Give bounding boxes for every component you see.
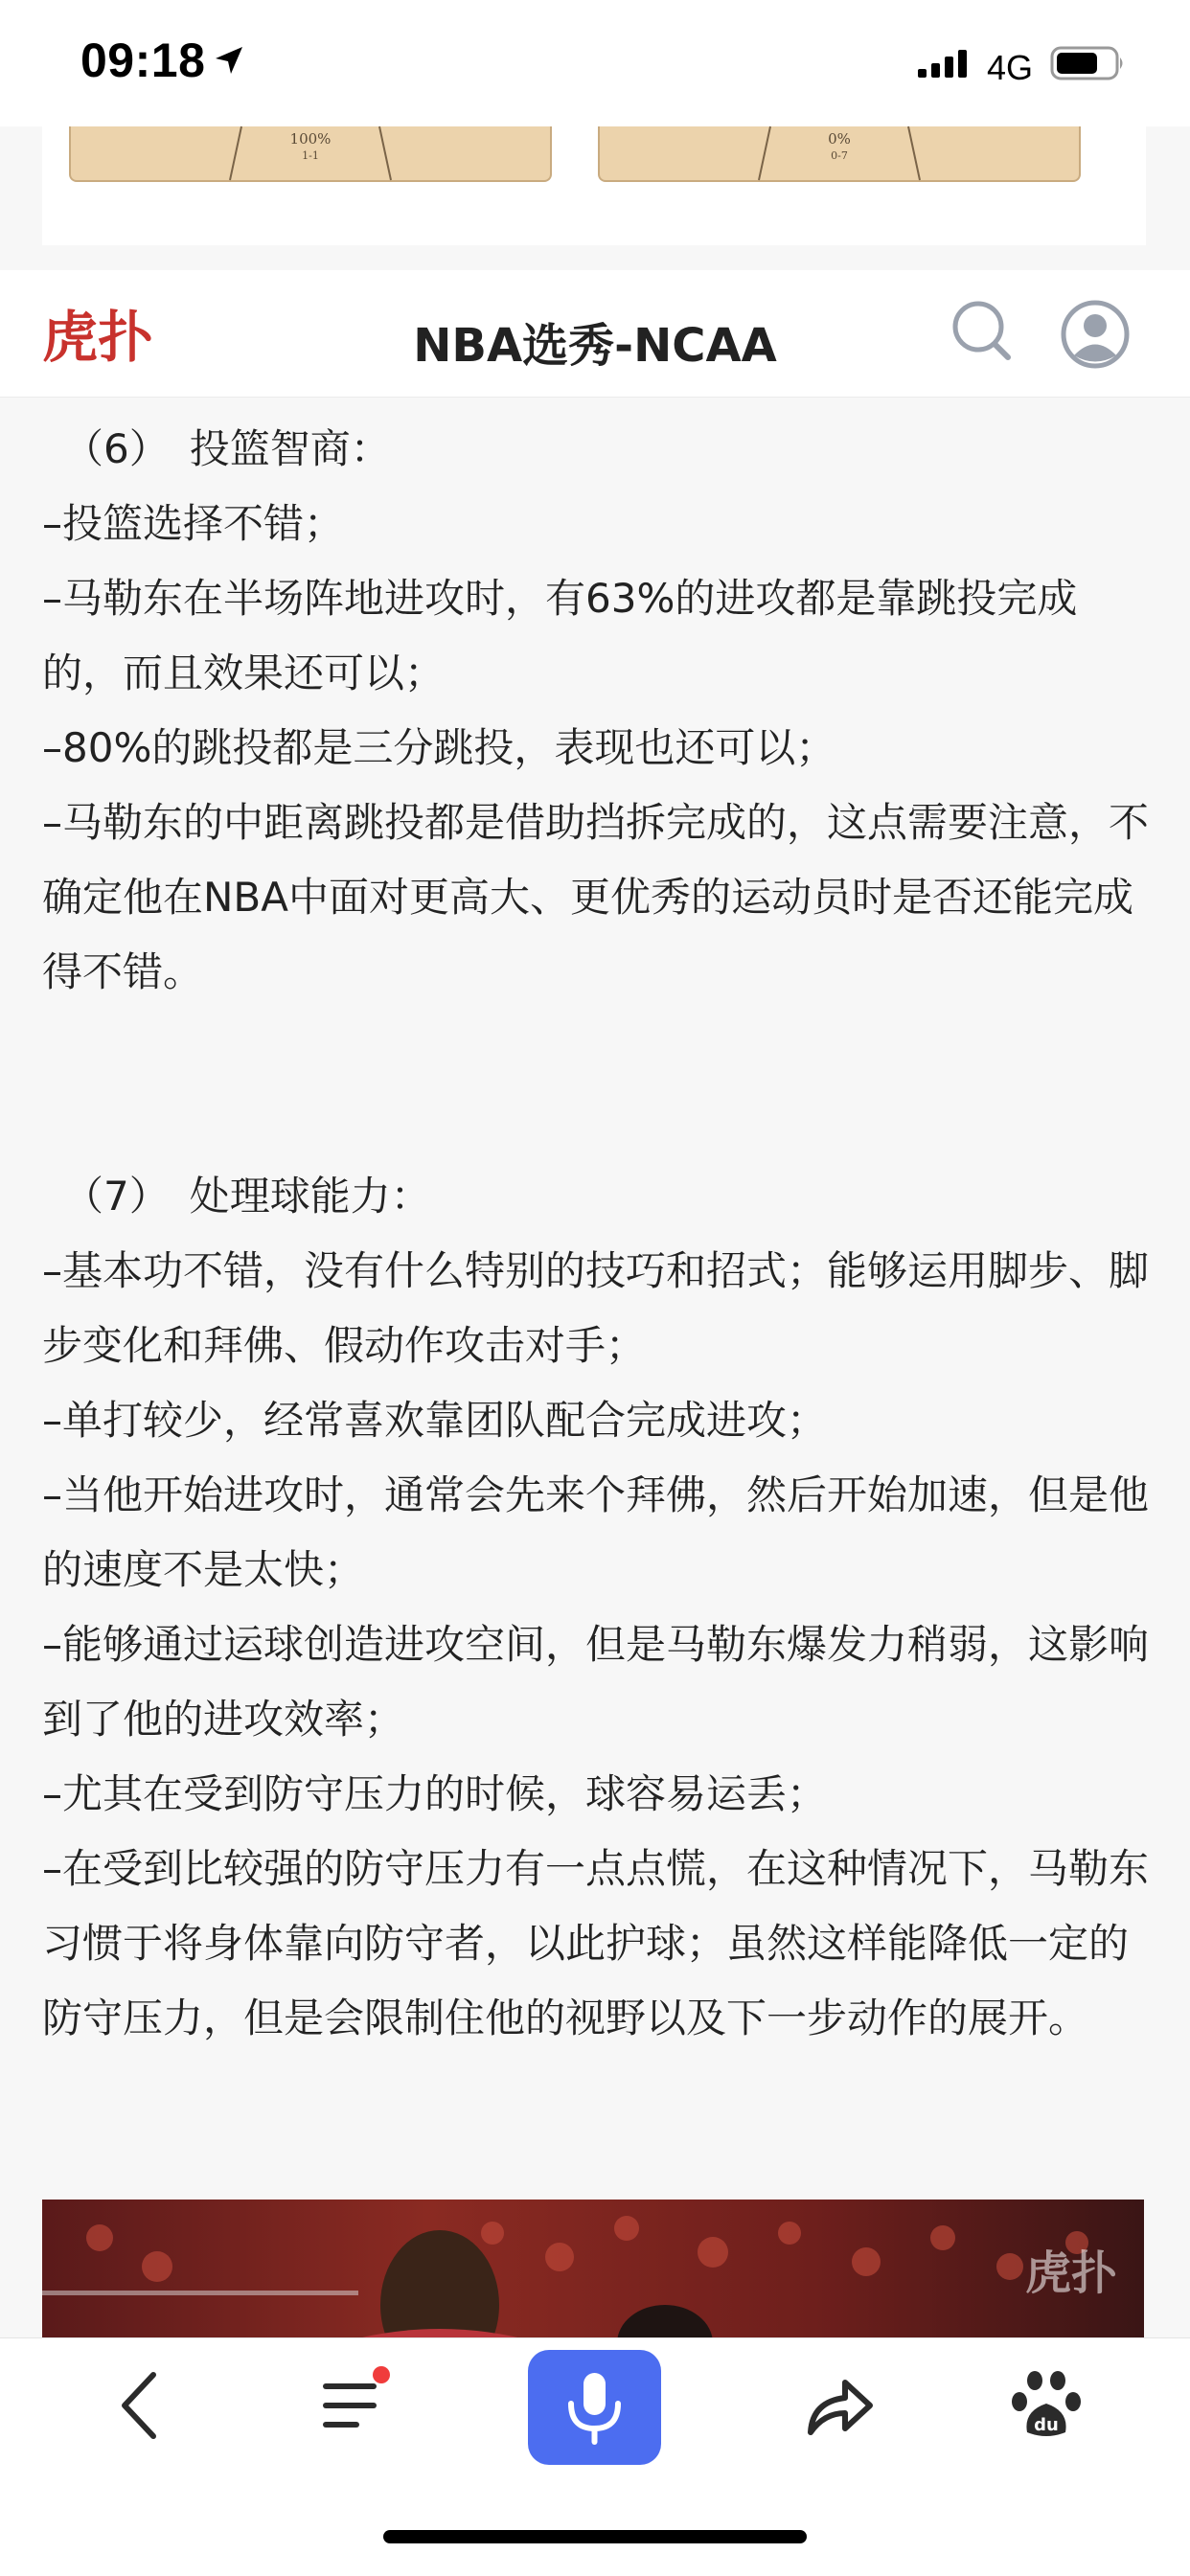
location-arrow-icon [213, 44, 245, 77]
court-shot-chart-left [69, 126, 552, 182]
section-heading: （7） 处理球能力： [63, 1173, 431, 1220]
svg-text:du: du [1034, 2415, 1059, 2435]
menu-icon [305, 2358, 400, 2453]
microphone-icon [528, 2350, 661, 2465]
paragraph: –单打较少，经常喜欢靠团队配合完成进攻； [42, 1397, 828, 1444]
paragraph: –80%的跳投都是三分跳投，表现也还可以； [42, 724, 836, 771]
shot-chart-card [42, 126, 1146, 245]
search-icon[interactable] [949, 297, 1018, 366]
signal-icon [918, 48, 972, 82]
photo-image [42, 2200, 1144, 2343]
logo-text: 虎扑 [42, 305, 154, 370]
paragraph: –基本功不错，没有什么特别的技巧和招式；能够运用脚步、脚步变化和拜佛、假动作攻击对手； [42, 1247, 1150, 1369]
court-percent: 0% [828, 130, 851, 148]
menu-button[interactable] [305, 2358, 400, 2453]
paragraph: –马勒东的中距离跳投都是借助挡拆完成的，这点需要注意，不确定他在NBA中面对更高大、更优秀的运动员时是否还能完成得不错。 [42, 799, 1150, 995]
baidu-button[interactable] [998, 2358, 1094, 2453]
article-body [42, 412, 1154, 2056]
paragraph: –能够通过运球创造进攻空间，但是马勒东爆发力稍弱，这影响到了他的进攻效率； [42, 1621, 1150, 1743]
baidu-paw-icon [998, 2358, 1094, 2453]
back-button[interactable] [94, 2358, 190, 2453]
paragraph: –当他开始进攻时，通常会先来个拜佛，然后开始加速，但是他的速度不是太快； [42, 1471, 1150, 1593]
paragraph: –在受到比较强的防守压力有一点点慌，在这种情况下，马勒东习惯于将身体靠向防守者，以此护球；虽然这样能降低一定的防守压力，但是会限制住他的视野以及下一步动作的展开。 [42, 1845, 1150, 2041]
article-photo[interactable] [42, 2200, 1144, 2343]
paragraph: –马勒东在半场阵地进攻时，有63%的进攻都是靠跳投完成的，而且效果还可以； [42, 575, 1078, 696]
back-icon [94, 2358, 190, 2453]
court-ratio: 1-1 [302, 149, 319, 162]
court-percent: 100% [289, 130, 332, 148]
network-type: 4G [987, 48, 1034, 87]
spacer [42, 1010, 1154, 1159]
photo-watermark: 虎扑 [1024, 2246, 1117, 2300]
court-ratio: 0-7 [831, 149, 848, 162]
user-avatar-icon[interactable] [1060, 299, 1131, 370]
court-shot-chart-right [598, 126, 1081, 182]
notification-dot [373, 2366, 390, 2383]
battery-icon [1050, 44, 1127, 82]
voice-search-button[interactable] [528, 2350, 661, 2465]
share-button[interactable] [791, 2358, 887, 2453]
share-icon [791, 2358, 887, 2453]
page-title: NBA选秀-NCAA [413, 319, 777, 373]
section-heading: （6） 投篮智商： [63, 425, 391, 472]
paragraph: –尤其在受到防守压力的时候，球容易运丢； [42, 1770, 828, 1817]
paragraph: –投篮选择不错； [42, 500, 345, 547]
status-time: 09:18 [80, 34, 206, 87]
app-header [0, 270, 1190, 398]
status-bar [0, 0, 1190, 126]
home-indicator[interactable] [383, 2530, 807, 2543]
